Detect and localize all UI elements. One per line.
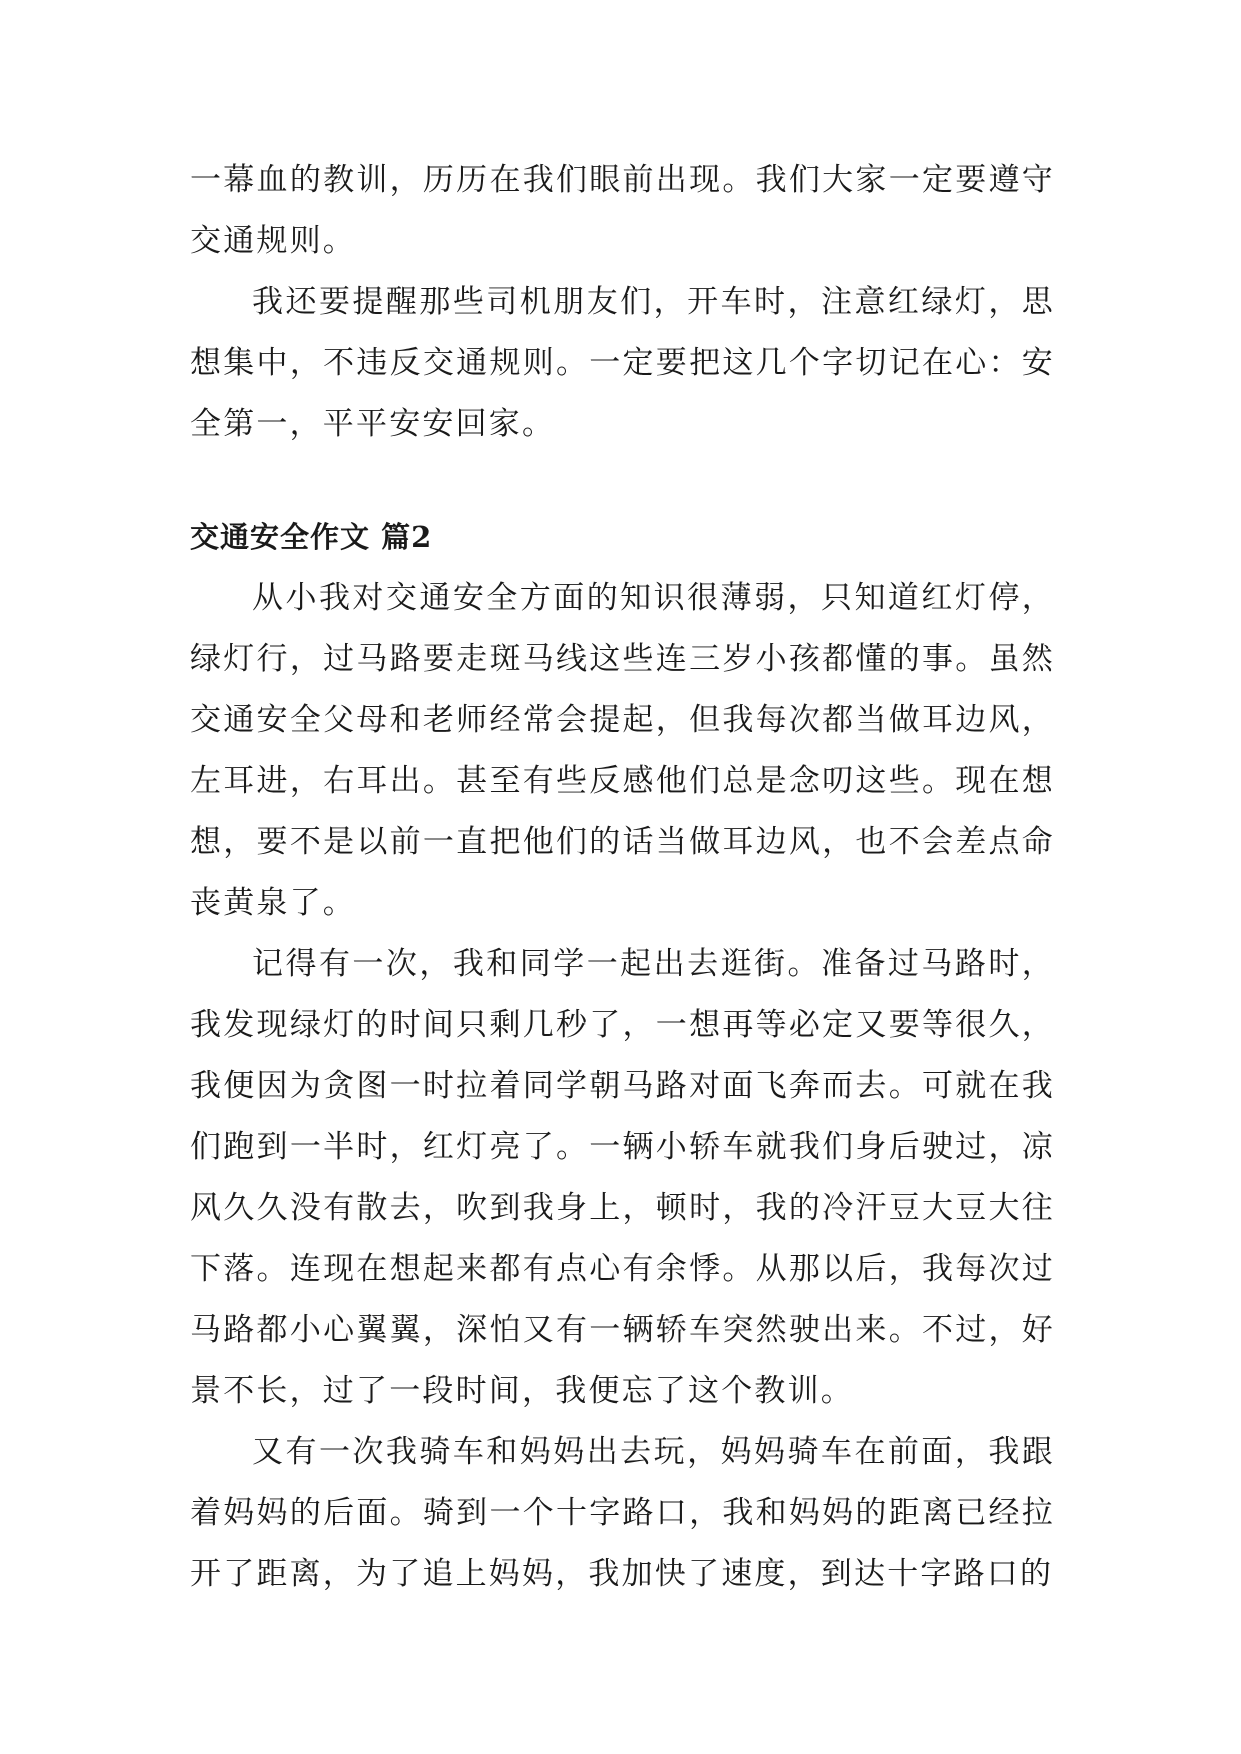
document-body — [190, 150, 1055, 1605]
paragraph-first-incident: 记得有一次，我和同学一起出去逛街。准备过马路时，我发现绿灯的时间只剩几秒了，一想再等必定又要等很久，我便因为贪图一时拉着同学朝马路对面飞奔而去。可就在我们跑到一半时，红灯亮了。一辆小轿车就我们身后驶过，凉风久久没有散去，吹到我身上，顿时，我的冷汗豆大豆大往下落。连现在想起来都有点心有余悸。从那以后，我每次过马路都小心翼翼，深怕又有一辆轿车突然驶出来。不过，好景不长，过了一段时间，我便忘了这个教训。 — [190, 946, 1055, 1409]
section-title: 交通安全作文 篇2 — [190, 520, 433, 554]
paragraph-reminder: 我还要提醒那些司机朋友们，开车时，注意红绿灯，思想集中，不违反交通规则。一定要把这几个字切记在心：安全第一，平平安安回家。 — [190, 284, 1055, 442]
paragraph-intro: 从小我对交通安全方面的知识很薄弱，只知道红灯停，绿灯行，过马路要走斑马线这些连三岁小孩都懂的事。虽然交通安全父母和老师经常会提起，但我每次都当做耳边风，左耳进，右耳出。甚至有些反感他们总是念叨这些。现在想想，要不是以前一直把他们的话当做耳边风，也不会差点命丧黄泉了。 — [190, 580, 1055, 921]
paragraph-continued: 一幕血的教训，历历在我们眼前出现。我们大家一定要遵守交通规则。 — [190, 162, 1055, 259]
paragraph-second-incident: 又有一次我骑车和妈妈出去玩，妈妈骑车在前面，我跟着妈妈的后面。骑到一个十字路口，我和妈妈的距离已经拉开了距离，为了追上妈妈，我加快了速度，到达十字路口的 — [190, 1434, 1055, 1592]
